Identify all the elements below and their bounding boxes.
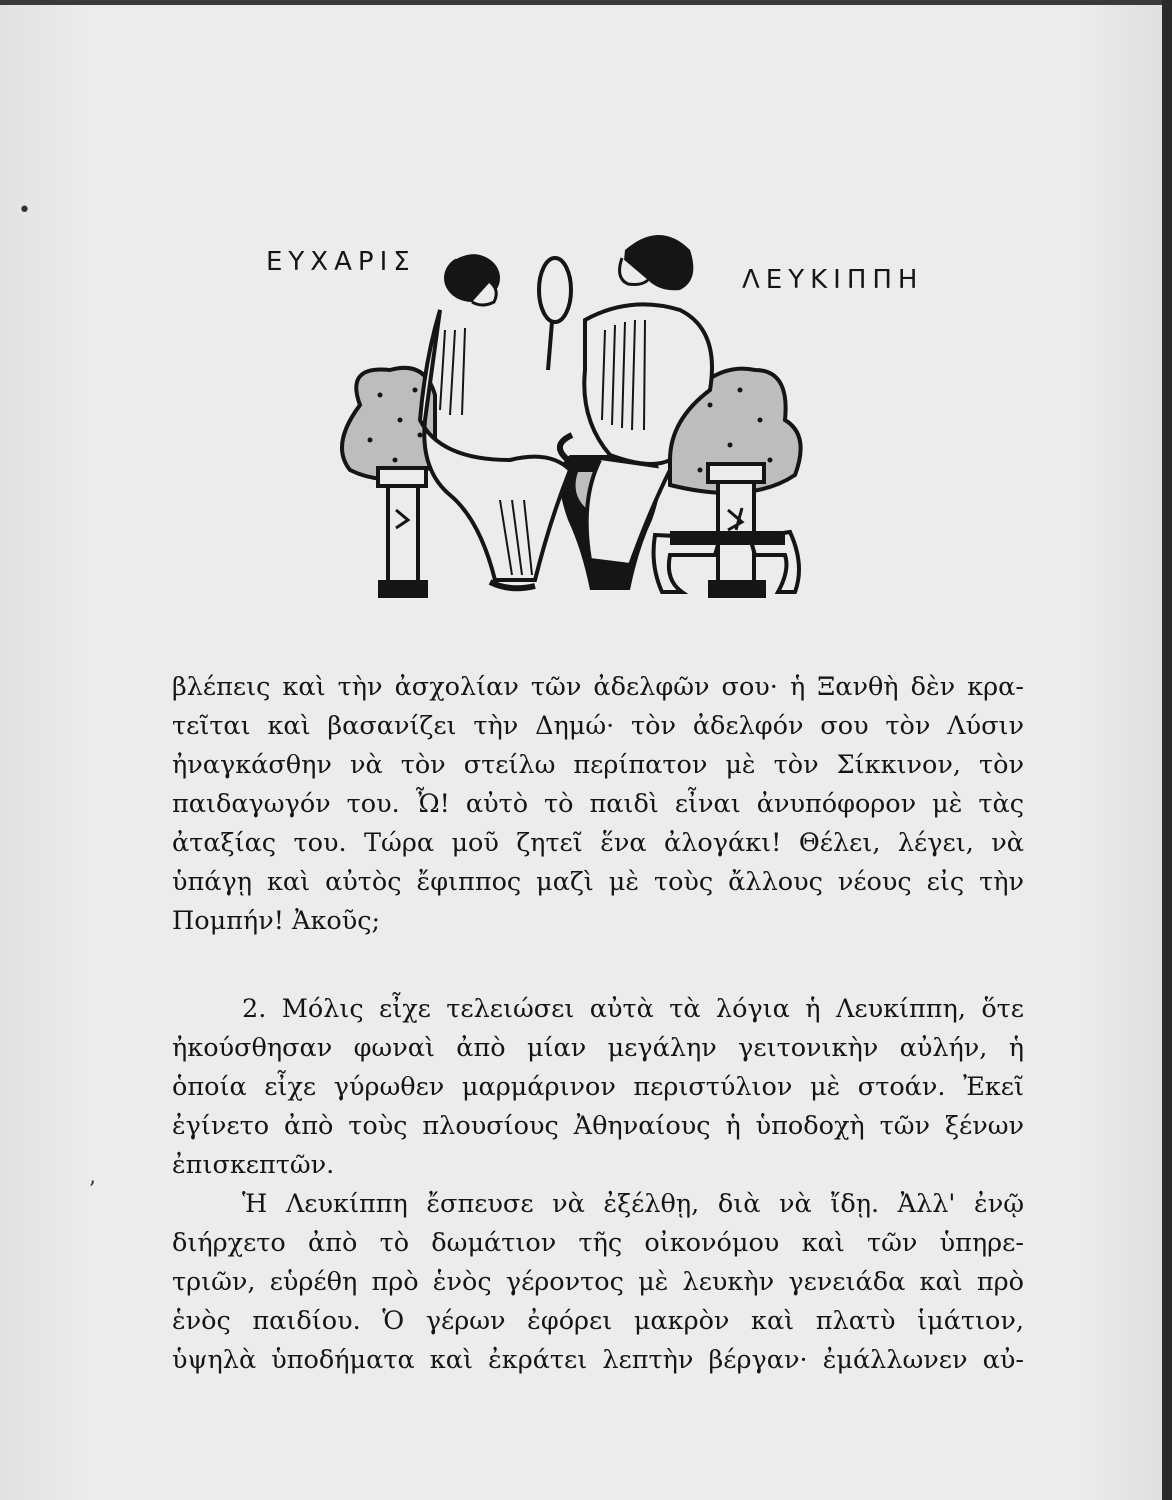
text-line: παιδαγωγόν του. Ὦ! αὐτὸ τὸ παιδὶ εἶναι ἀνυπόφορον μὲ τὰς	[172, 789, 1024, 819]
body-text	[172, 668, 1024, 1380]
figure-leukippe	[584, 235, 712, 565]
text-line: 2. Μόλις εἶχε τελειώσει αὐτὰ τὰ λόγια ἡ Λευκίππη, ὅτε	[242, 994, 1024, 1024]
page-top-edge	[0, 0, 1172, 5]
text-line: ὁποία εἶχε γύρωθεν μαρμάρινον περιστύλιον μὲ στοάν. Ἐκεῖ	[172, 1072, 1024, 1102]
mirror	[539, 258, 571, 370]
paragraph-1	[172, 668, 1024, 941]
text-line: Πομπήν! Ἀκοῦς;	[172, 906, 381, 936]
text-line: ὑψηλὰ ὑποδήματα καὶ ἐκράτει λεπτὴν βέργαν· ἐμάλλωνεν αὐ-	[172, 1345, 1024, 1375]
label-leukippe: ΛΕΥΚΙΠΠΗ	[742, 265, 924, 295]
text-line: ἠκούσθησαν φωναὶ ἀπὸ μίαν μεγάλην γειτονικὴν αὐλήν, ἡ	[172, 1033, 1024, 1063]
text-line: ἐγίνετο ἀπὸ τοὺς πλουσίους Ἀθηναίους ἡ ὑποδοχὴ τῶν ξένων	[172, 1111, 1024, 1141]
left-pillar	[378, 468, 428, 598]
margin-dot: •	[18, 198, 31, 223]
text-line: διήρχετο ἀπὸ τὸ δωμάτιον τῆς οἰκονόμου καὶ τῶν ὑπηρε-	[172, 1228, 1024, 1258]
text-line: ἠναγκάσθην νὰ τὸν στείλω περίπατον μὲ τὸν Σίκκινον, τὸν	[172, 750, 1024, 780]
label-eucharis: ΕΥΧΑΡΙΣ	[266, 247, 416, 277]
paragraph-3	[172, 1185, 1024, 1380]
text-line: ὑπάγῃ καὶ αὐτὸς ἔφιππος μαζὶ μὲ τοὺς ἄλλους νέους εἰς τὴν	[172, 867, 1024, 897]
text-line: Ἡ Λευκίππη ἔσπευσε νὰ ἐξέλθῃ, διὰ νὰ ἴδῃ. Ἀλλ' ἐνῷ	[242, 1189, 1024, 1219]
text-line: τεῖται καὶ βασανίζει τὴν Δημώ· τὸν ἀδελφόν σου τὸν Λύσιν	[172, 711, 1024, 741]
text-line: τριῶν, εὑρέθη πρὸ ἑνὸς γέροντος μὲ λευκὴν γενειάδα καὶ πρὸ	[172, 1267, 1024, 1297]
text-line: ἀταξίας του. Τώρα μοῦ ζητεῖ ἕνα ἀλογάκι! Θέλει, λέγει, νὰ	[172, 828, 1024, 858]
paragraph-gap	[172, 941, 1024, 990]
text-line: ἐπισκεπτῶν.	[172, 1150, 335, 1180]
paragraph-2	[172, 990, 1024, 1185]
text-line: ἑνὸς παιδίου. Ὁ γέρων ἐφόρει μακρὸν καὶ πλατὺ ἱμάτιον,	[172, 1306, 1024, 1336]
text-line: βλέπεις καὶ τὴν ἀσχολίαν τῶν ἀδελφῶν σου· ἡ Ξανθὴ δὲν κρα-	[172, 672, 1024, 702]
page-right-edge	[1162, 0, 1172, 1500]
margin-tick: ʼ	[88, 1178, 95, 1203]
